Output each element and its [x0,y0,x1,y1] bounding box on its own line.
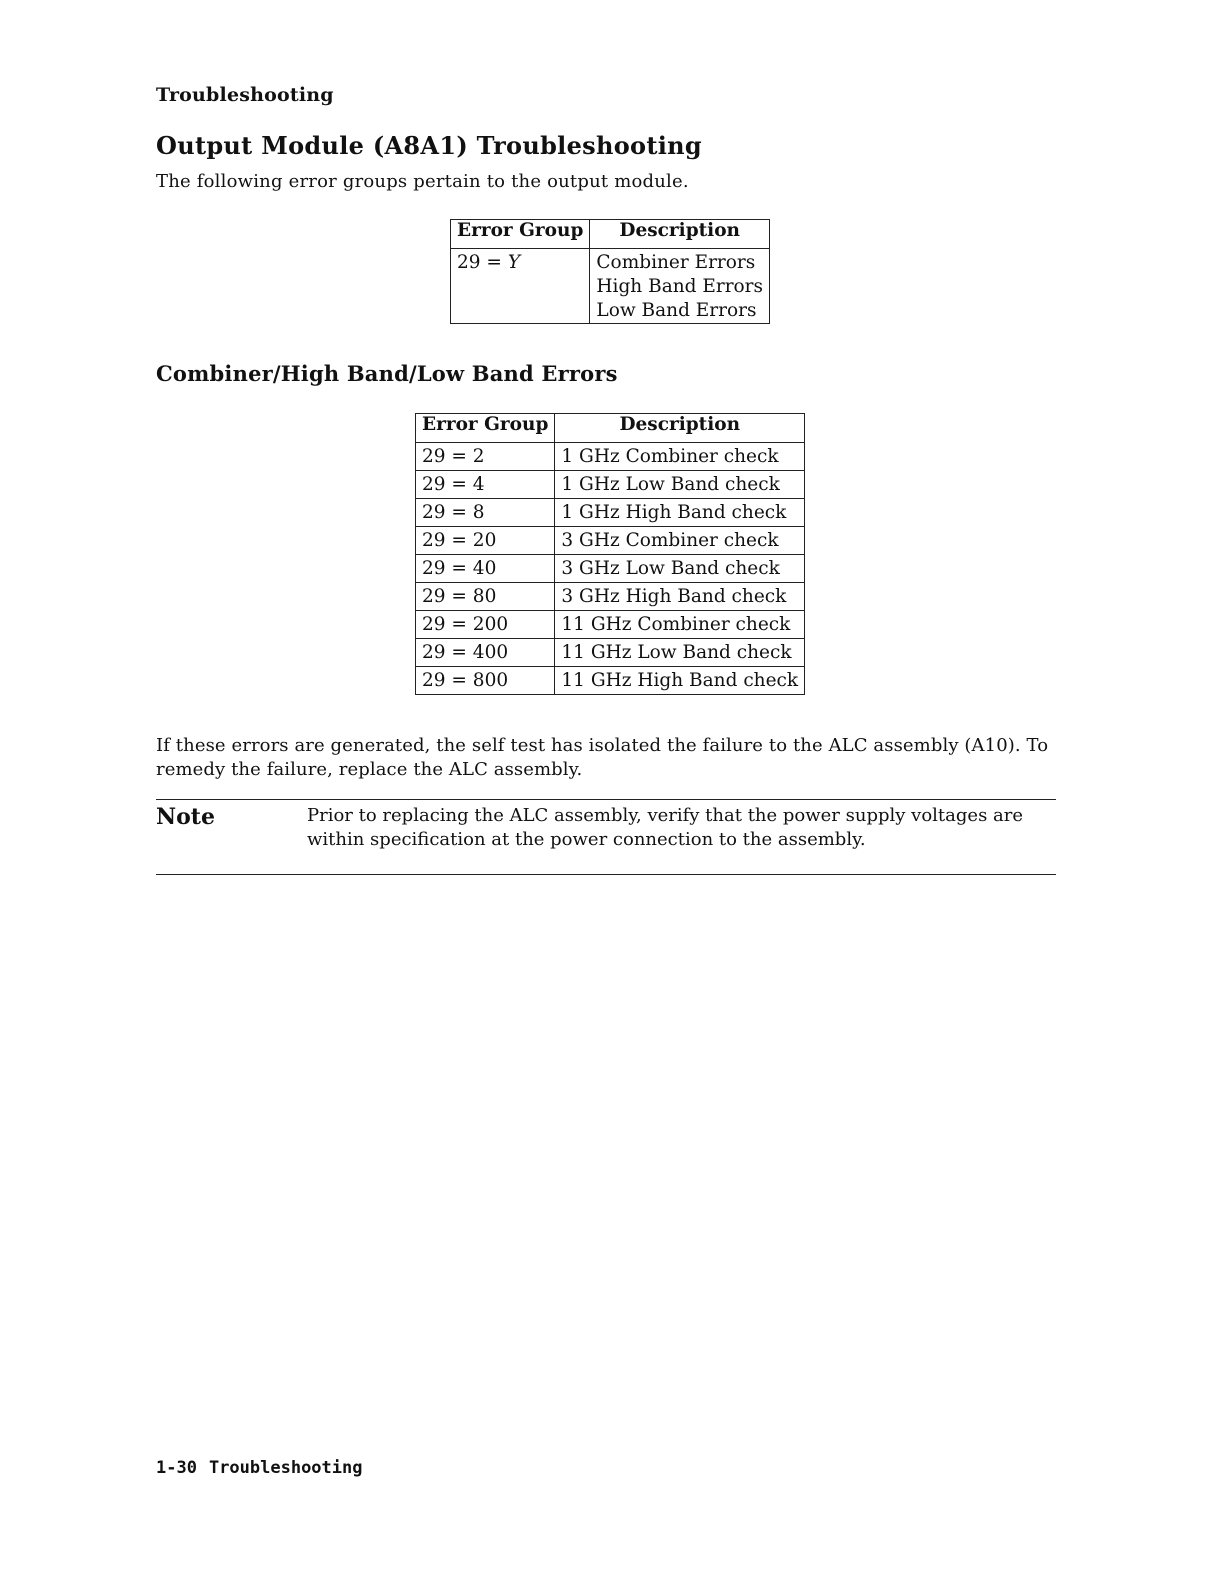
intro-text: The following error groups pertain to the output module. [156,171,689,192]
table-header-row [451,220,770,249]
note-label: Note [156,804,215,830]
note-bottom-rule [156,874,1056,875]
description-cell: 11 GHz High Band check [555,667,805,695]
error-group-cell: 29 = 200 [416,611,555,639]
table-row [451,249,770,324]
error-group-cell: 29 = 40 [416,555,555,583]
column-header-description: Description [555,414,805,443]
description-cell: 1 GHz Low Band check [555,471,805,499]
error-group-cell: 29 = 8 [416,499,555,527]
page-footer [156,1458,362,1478]
remedy-paragraph: If these errors are generated, the self test has isolated the failure to the ALC assembly (A10). To remedy the failure, replace the ALC assembly. [156,735,1049,780]
table-row [416,499,805,527]
column-header-error-group: Error Group [451,220,590,249]
error-group-cell [451,249,590,324]
table-row [416,667,805,695]
table-row [416,555,805,583]
description-cell: 11 GHz Combiner check [555,611,805,639]
page-title: Output Module (A8A1) Troubleshooting [156,131,702,160]
table-row [416,471,805,499]
error-group-cell: 29 = 800 [416,667,555,695]
description-cell: 11 GHz Low Band check [555,639,805,667]
footer-section: Troubleshooting [208,1458,363,1478]
note-text: Prior to replacing the ALC assembly, verify that the power supply voltages are within specification at the power connection to the assembly. [307,805,1024,850]
description-line: Low Band Errors [596,300,757,321]
table-header-row [416,414,805,443]
table-row [416,611,805,639]
group-prefix: 29 = [457,252,502,273]
error-group-cell: 29 = 2 [416,443,555,471]
description-cell: 3 GHz High Band check [555,583,805,611]
error-group-table-detail [415,413,805,695]
description-line: High Band Errors [596,276,764,297]
column-header-error-group: Error Group [416,414,555,443]
page-number: 1-30 [156,1458,197,1478]
table-row [416,527,805,555]
description-line: Combiner Errors [596,252,756,273]
note-top-rule [156,799,1056,800]
error-group-cell: 29 = 20 [416,527,555,555]
description-cell: 1 GHz High Band check [555,499,805,527]
section-title: Combiner/High Band/Low Band Errors [156,361,618,386]
error-group-cell: 29 = 4 [416,471,555,499]
description-cell: 3 GHz Combiner check [555,527,805,555]
error-group-cell: 29 = 400 [416,639,555,667]
description-cell: 1 GHz Combiner check [555,443,805,471]
error-group-cell: 29 = 80 [416,583,555,611]
group-variable: Y [507,252,521,273]
table-row [416,639,805,667]
table-row [416,443,805,471]
error-group-table-summary [450,219,770,324]
description-cell: 3 GHz Low Band check [555,555,805,583]
running-head: Troubleshooting [156,84,334,106]
column-header-description: Description [590,220,770,249]
description-cell [590,249,770,324]
table-row [416,583,805,611]
